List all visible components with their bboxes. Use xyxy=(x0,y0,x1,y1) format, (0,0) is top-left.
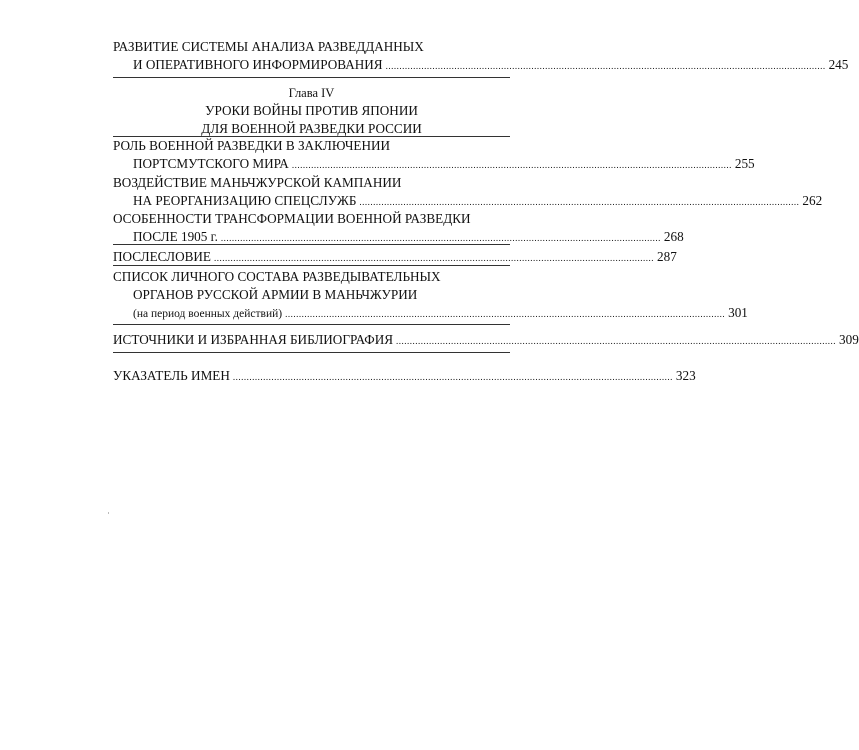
chapter-title-line: ДЛЯ ВОЕННОЙ РАЗВЕДКИ РОССИИ xyxy=(201,121,422,136)
section-divider xyxy=(113,77,510,78)
toc-entry-text-line: И ОПЕРАТИВНОГО ИНФОРМИРОВАНИЯ xyxy=(133,57,383,72)
toc-entry-text-line: НА РЕОРГАНИЗАЦИЮ СПЕЦСЛУЖБ xyxy=(133,193,357,208)
paper-speck xyxy=(108,512,109,514)
toc-page-number: 323 xyxy=(675,368,696,383)
toc-entry-text-line: ВОЗДЕЙСТВИЕ МАНЬЧЖУРСКОЙ КАМПАНИИ xyxy=(113,175,402,190)
toc-entry-afterword xyxy=(113,248,677,266)
dot-leader: ................................................................................................................................................................ xyxy=(220,233,661,243)
toc-entry-personnel-list xyxy=(113,268,748,323)
toc-page-number: 268 xyxy=(663,229,684,244)
toc-entry-text-line: ПОСЛЕ 1905 г. xyxy=(133,229,218,244)
section-divider xyxy=(113,324,510,325)
chapter-heading xyxy=(113,84,510,138)
toc-entry-sources xyxy=(113,331,859,349)
dot-leader: ................................................................................................................................................................ xyxy=(214,253,654,263)
dot-leader: ................................................................................................................................................................ xyxy=(291,160,732,170)
dot-leader: ................................................................................................................................................................ xyxy=(285,309,726,319)
section-divider xyxy=(113,265,510,266)
toc-entry-last-line xyxy=(113,192,823,210)
toc-page-number: 262 xyxy=(802,193,823,208)
toc-entry-last-line xyxy=(113,304,748,323)
toc-entry-text-line: ПОРТСМУТСКОГО МИРА xyxy=(133,156,289,171)
dot-leader: ................................................................................................................................................................ xyxy=(385,61,826,71)
toc-entry-transformation xyxy=(113,210,684,246)
chapter-title-line: УРОКИ ВОЙНЫ ПРОТИВ ЯПОНИИ xyxy=(205,103,418,118)
toc-entry-last-line xyxy=(113,331,859,349)
toc-entry-last-line xyxy=(113,56,849,74)
toc-entry-portsmouth xyxy=(113,137,755,173)
toc-page-number: 287 xyxy=(657,249,677,264)
dot-leader: ................................................................................................................................................................ xyxy=(232,372,673,382)
toc-entry-last-line xyxy=(113,248,677,266)
toc-entry-analysis-system xyxy=(113,38,849,74)
toc-entry-text-line: (на период военных действий) xyxy=(133,308,283,320)
toc-page-number: 245 xyxy=(828,57,849,72)
section-divider xyxy=(113,352,510,353)
toc-entry-text-line: РАЗВИТИЕ СИСТЕМЫ АНАЛИЗА РАЗВЕДДАННЫХ xyxy=(113,39,424,54)
toc-entry-text-line: РОЛЬ ВОЕННОЙ РАЗВЕДКИ В ЗАКЛЮЧЕНИИ xyxy=(113,138,391,153)
toc-entry-text-line: ПОСЛЕСЛОВИЕ xyxy=(113,249,211,264)
section-divider xyxy=(113,244,510,245)
dot-leader: ................................................................................................................................................................ xyxy=(396,336,837,346)
toc-page-number: 301 xyxy=(728,305,748,320)
toc-entry-text-line: ОРГАНОВ РУССКОЙ АРМИИ В МАНЬЧЖУРИИ xyxy=(133,287,418,302)
toc-entry-text-line: ОСОБЕННОСТИ ТРАНСФОРМАЦИИ ВОЕННОЙ РАЗВЕДКИ xyxy=(113,211,471,226)
toc-entry-last-line xyxy=(113,155,755,173)
toc-entry-name-index xyxy=(113,367,696,385)
toc-entry-text-line: СПИСОК ЛИЧНОГО СОСТАВА РАЗВЕДЫВАТЕЛЬНЫХ xyxy=(113,269,441,284)
dot-leader: ................................................................................................................................................................ xyxy=(359,197,800,207)
toc-entry-text-line: УКАЗАТЕЛЬ ИМЕН xyxy=(113,368,230,383)
toc-page-number: 309 xyxy=(839,332,859,347)
toc-entry-manchurian-campaign xyxy=(113,174,823,210)
toc-entry-last-line xyxy=(113,367,696,385)
chapter-number: Глава IV xyxy=(288,86,335,100)
toc-entry-text-line: ИСТОЧНИКИ И ИЗБРАННАЯ БИБЛИОГРАФИЯ xyxy=(113,332,394,347)
toc-page-number: 255 xyxy=(734,156,755,171)
